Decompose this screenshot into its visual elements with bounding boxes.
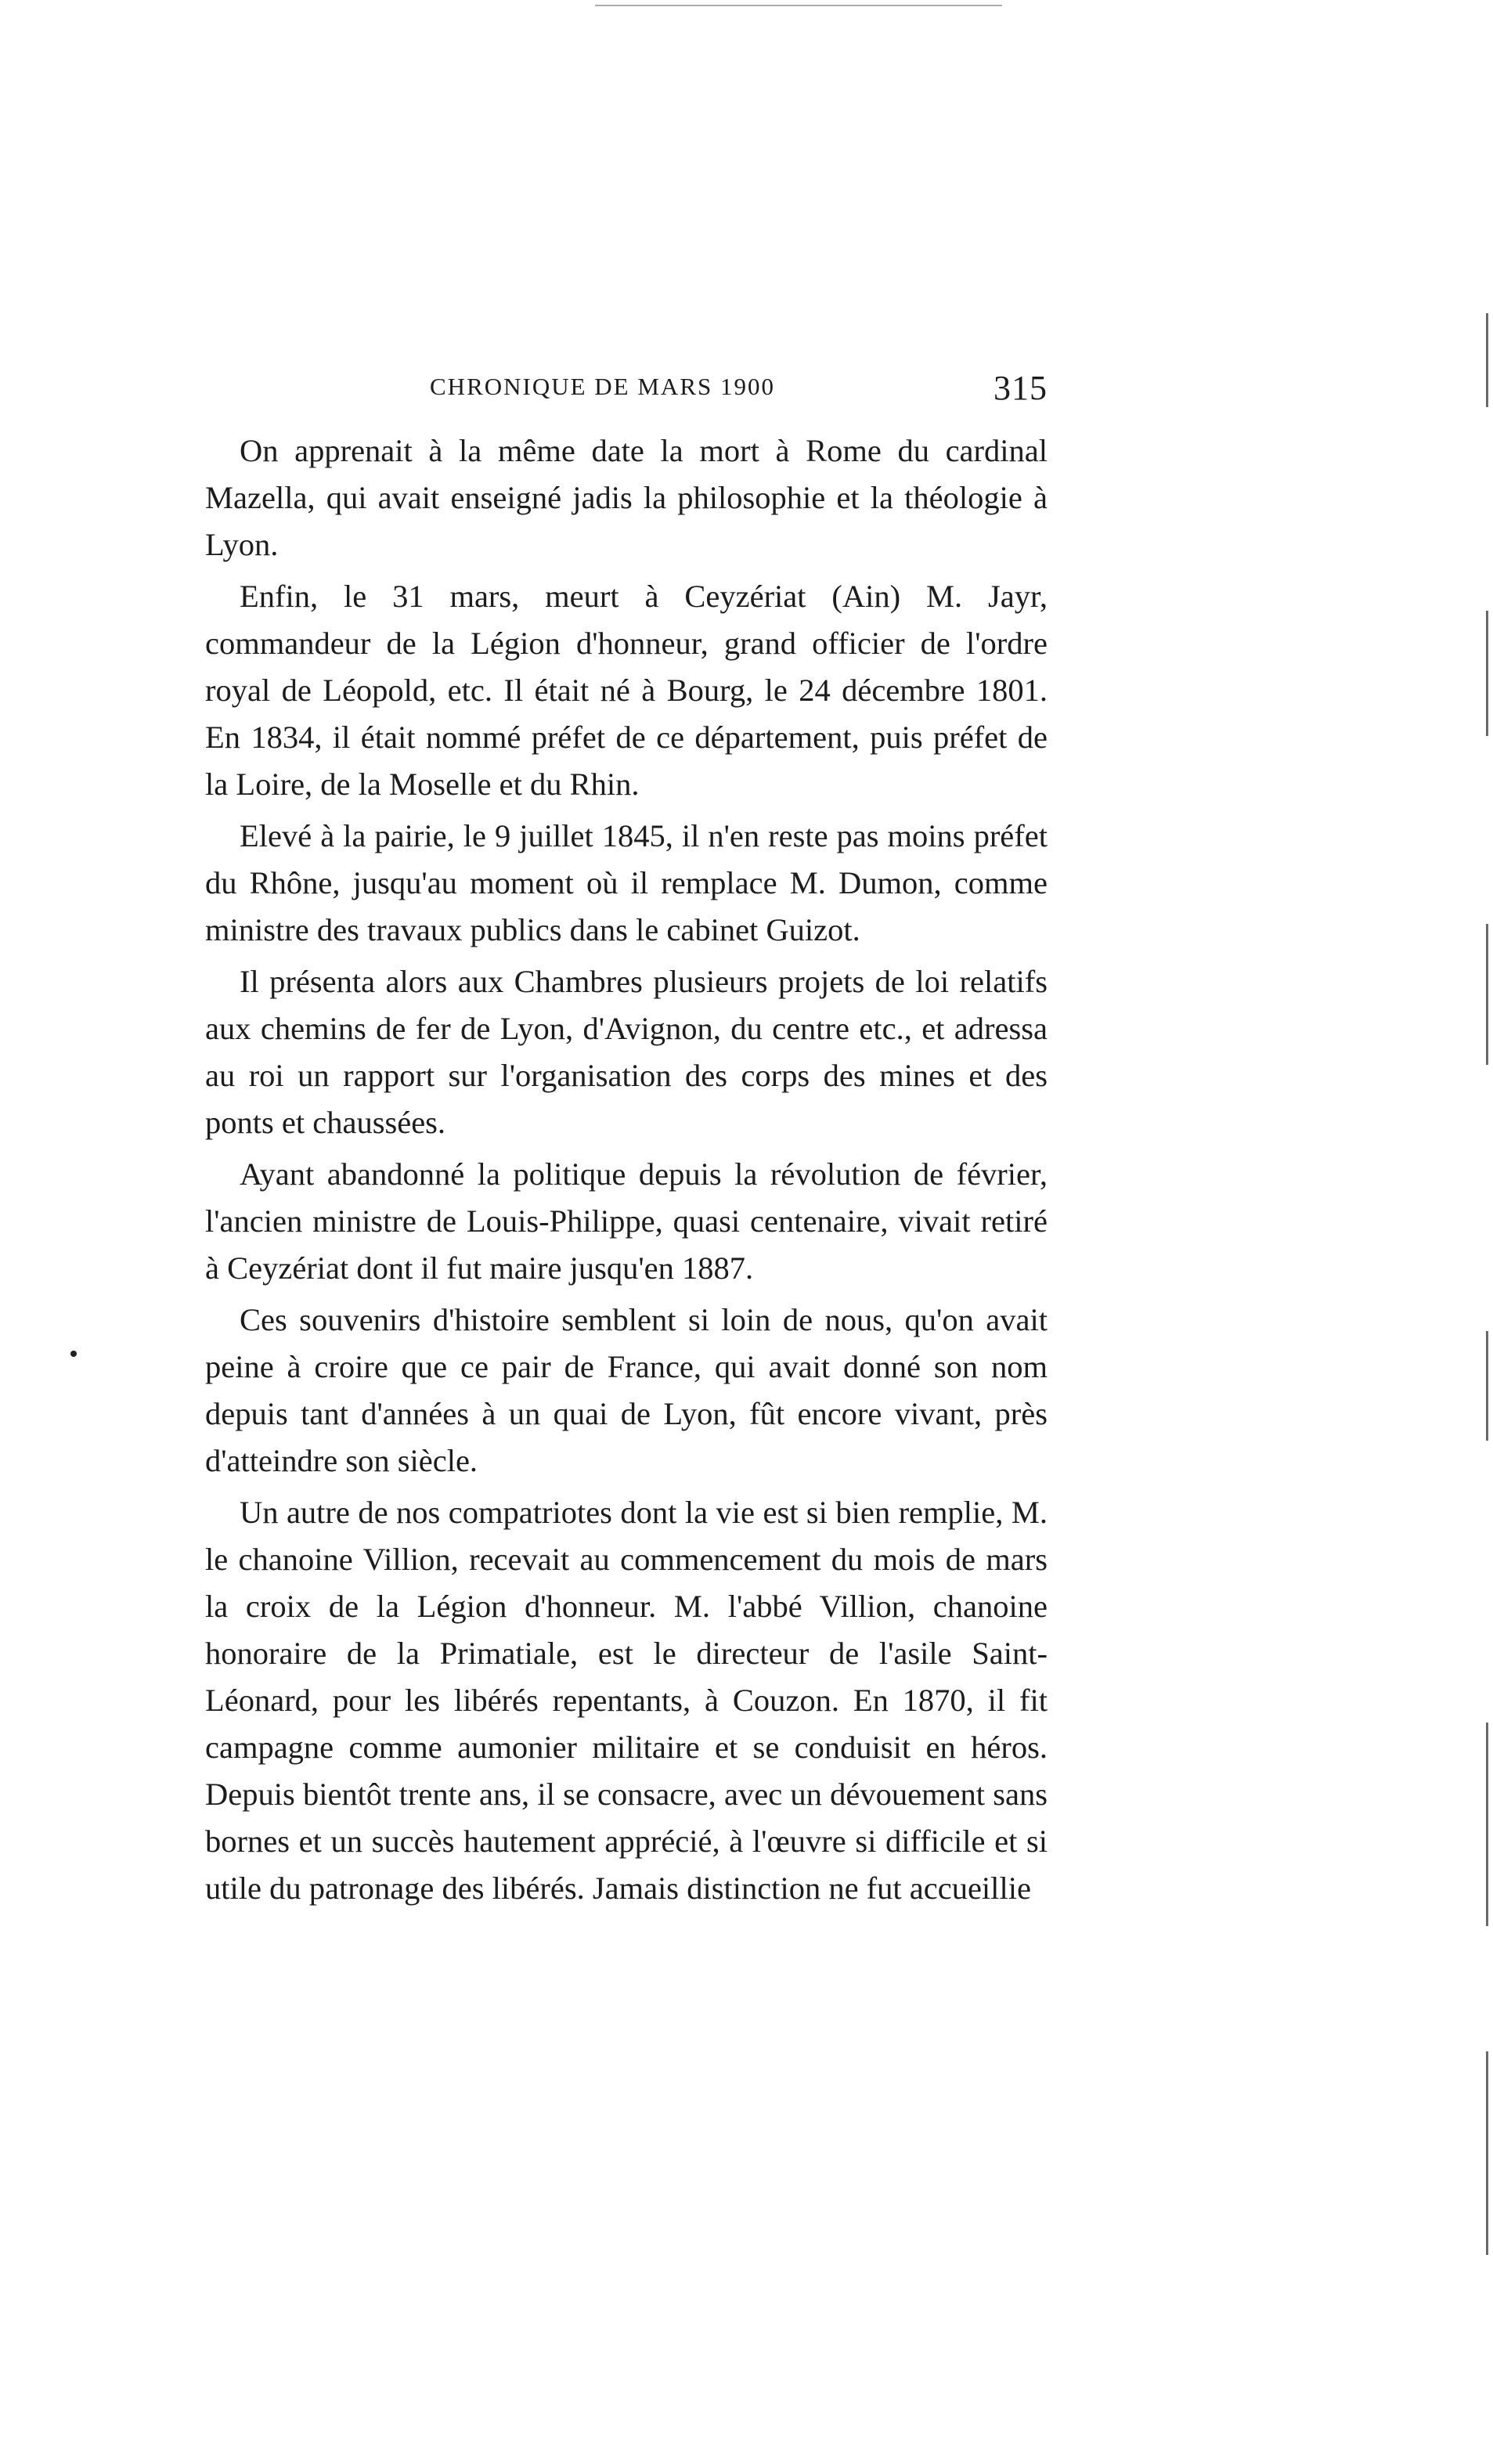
running-head [205, 368, 1048, 423]
scan-artifact-edge-line [1486, 2051, 1488, 2255]
paragraph: Un autre de nos compatriotes dont la vie est si bien remplie, M. le chanoine Villion, recevait au commencement du mois de mars la croix de la Légion d'honneur. M. l'abbé Villion, chanoine honoraire de la Primatiale, est le directeur de l'asile Saint-Léonard, pour les libérés repentants, à Couzon. En 1870, il fit campagne comme aumonier militaire et se conduisit en héros. Depuis bientôt trente ans, il se consacre, avec un dévouement sans bornes et un succès hautement apprécié, à l'œuvre si difficile et si utile du patronage des libérés. Jamais distinction ne fut accueillie [205, 1495, 1048, 1906]
paragraph: Ayant abandonné la politique depuis la révolution de février, l'ancien ministre de Louis-Philippe, quasi centenaire, vivait retiré à Ceyzériat dont il fut maire jusqu'en 1887. [205, 1156, 1048, 1286]
page-number: 315 [994, 369, 1048, 407]
scan-artifact-edge-line [1486, 1331, 1488, 1441]
scan-artifact-speck [70, 1351, 77, 1357]
scan-artifact-edge-line [1486, 924, 1488, 1065]
scan-artifact-top-rule [595, 5, 1002, 6]
paragraph: Il présenta alors aux Chambres plusieurs projets de loi relatifs aux chemins de fer de Lyon, d'Avignon, du centre etc., et adressa au roi un rapport sur l'organisation des corps des mines et des ponts et chaussées. [205, 964, 1048, 1140]
body-text [205, 428, 1048, 1912]
paragraph: Elevé à la pairie, le 9 juillet 1845, il n'en reste pas moins préfet du Rhône, jusqu'au moment où il remplace M. Dumon, comme ministre des travaux publics dans le cabinet Guizot. [205, 818, 1048, 947]
paragraph: Ces souvenirs d'histoire semblent si loin de nous, qu'on avait peine à croire que ce pair de France, qui avait donné son nom depuis tant d'années à un quai de Lyon, fût encore vivant, près d'atteindre son siècle. [205, 1302, 1048, 1478]
scan-artifact-edge-line [1486, 313, 1488, 407]
scan-artifact-edge-line [1486, 1723, 1488, 1926]
running-title: CHRONIQUE DE MARS 1900 [430, 373, 775, 400]
paragraph: On apprenait à la même date la mort à Rome du cardinal Mazella, qui avait enseigné jadis la philosophie et la théologie à Lyon. [205, 433, 1048, 562]
book-page [205, 368, 1048, 1917]
scan-artifact-edge-line [1486, 611, 1488, 736]
paragraph: Enfin, le 31 mars, meurt à Ceyzériat (Ain) M. Jayr, commandeur de la Légion d'honneur, grand officier de l'ordre royal de Léopold, etc. Il était né à Bourg, le 24 décembre 1801. En 1834, il était nommé préfet de ce département, puis préfet de la Loire, de la Moselle et du Rhin. [205, 579, 1048, 802]
